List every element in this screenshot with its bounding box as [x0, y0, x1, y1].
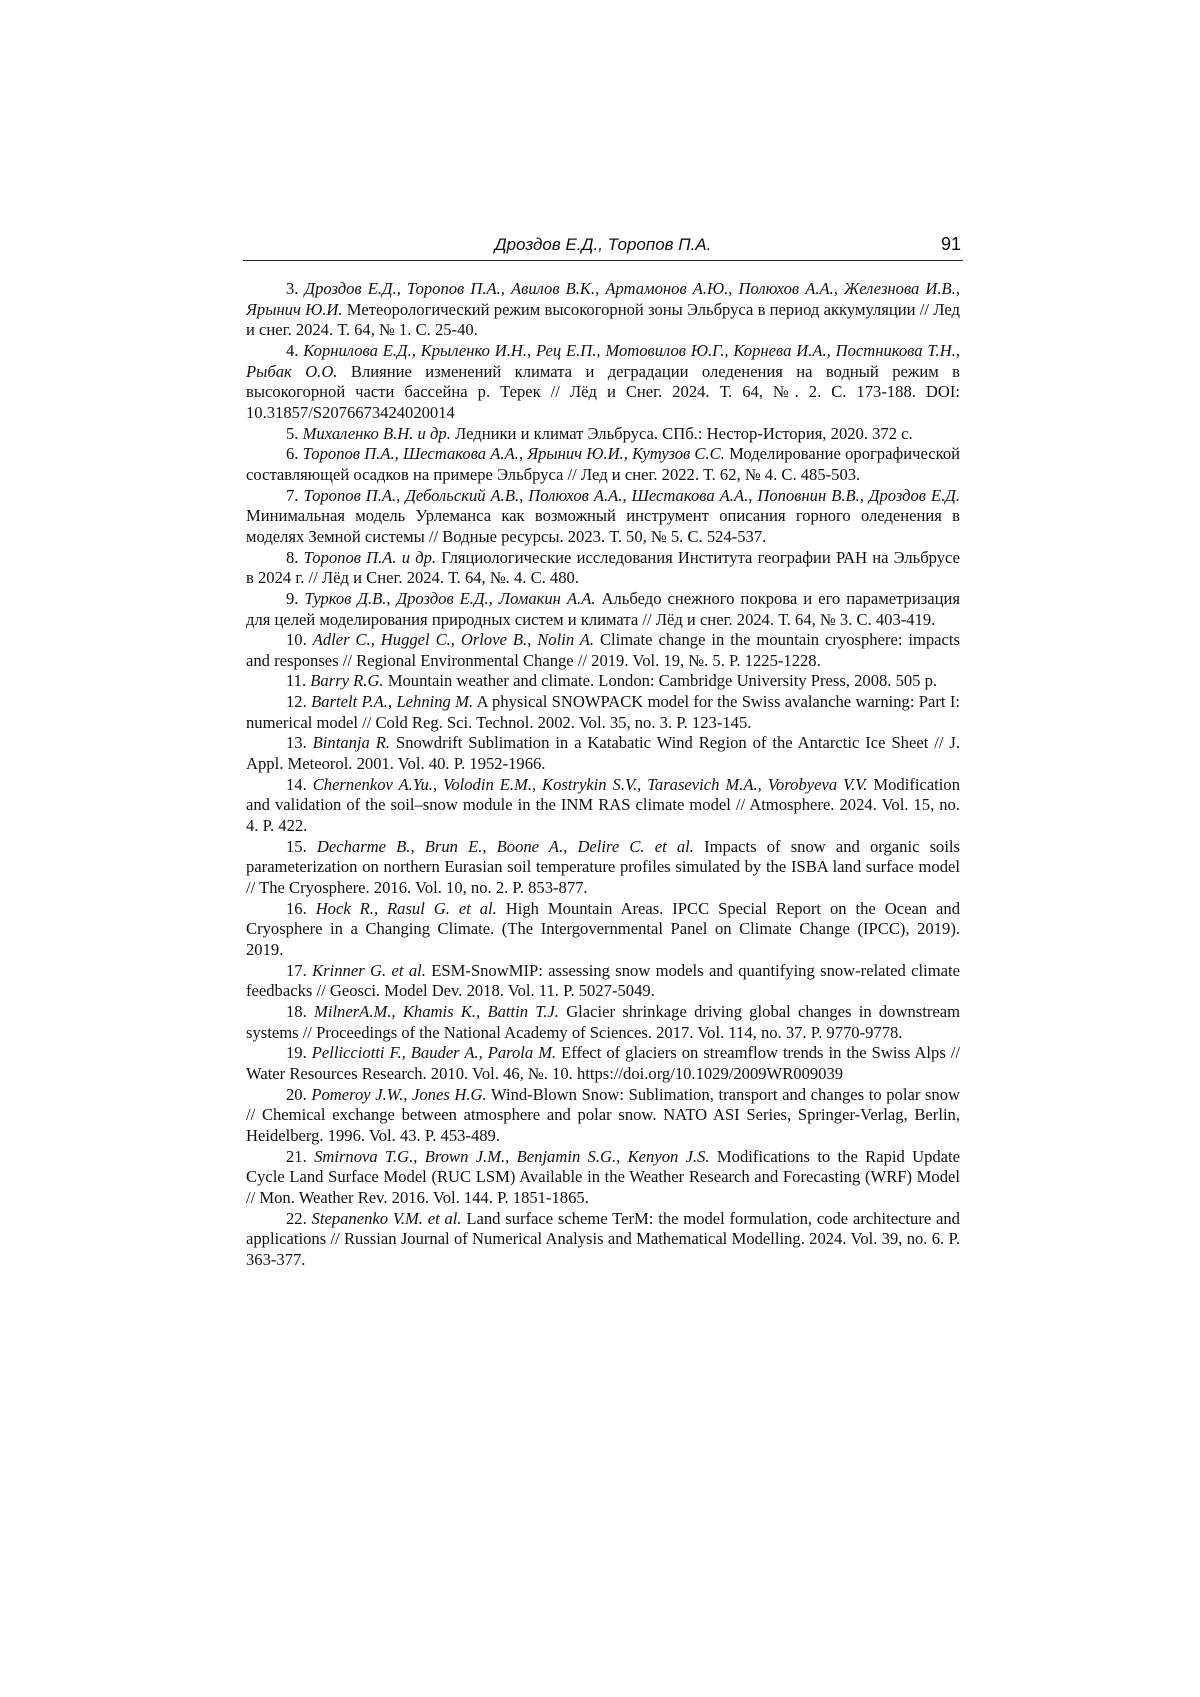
reference-authors: Торопов П.А., Дебольский А.В., Полюхов А.А., Шестакова А.А., Поповнин В.В., Дроздов Е.Д. — [303, 485, 960, 505]
reference-number: 14. — [286, 774, 307, 794]
reference-item — [246, 692, 960, 733]
reference-item — [246, 1043, 960, 1084]
reference-item — [246, 486, 960, 548]
reference-item — [246, 1209, 960, 1271]
reference-text: Mountain weather and climate. London: Cambridge University Press, 2008. 505 p. — [387, 671, 938, 691]
reference-item — [246, 1002, 960, 1043]
reference-number: 13. — [286, 733, 307, 753]
reference-number: 5. — [286, 423, 299, 443]
page-number: 91 — [940, 234, 961, 254]
reference-item — [246, 1085, 960, 1147]
reference-number: 7. — [286, 485, 299, 505]
reference-item — [246, 548, 960, 589]
reference-number: 10. — [286, 630, 307, 650]
reference-item — [246, 1147, 960, 1209]
reference-item — [246, 837, 960, 899]
reference-authors: Турков Д.В., Дроздов Е.Д., Ломакин А.А. — [304, 588, 596, 608]
reference-item — [246, 671, 960, 692]
reference-number: 20. — [286, 1084, 307, 1104]
reference-item — [246, 444, 960, 485]
reference-number: 22. — [286, 1208, 307, 1228]
reference-authors: MilnerA.M., Khamis K., Battin T.J. — [314, 1001, 559, 1021]
reference-authors: Stepanenko V.M. et al. — [311, 1208, 462, 1228]
reference-text: Wind-Blown Snow: Sublimation, transport and changes to polar snow // Chemical exchange between atmosphere and polar snow. NATO ASI Series, Springer-Verlag, Berlin, Heidelberg. 1996. Vol. 43. P. 453-489. — [246, 1084, 960, 1145]
reference-number: 16. — [286, 898, 307, 918]
reference-number: 8. — [286, 547, 299, 567]
reference-item — [246, 424, 960, 445]
reference-authors: Hock R., Rasul G. et al. — [315, 898, 497, 918]
reference-number: 6. — [286, 444, 299, 464]
reference-text: Land surface scheme TerM: the model formulation, code architecture and applications // Russian Journal of Numerical Analysis and Mathematical Modelling. 2024. Vol. 39, no. 6. P. 363-377. — [246, 1208, 960, 1269]
reference-item — [246, 589, 960, 630]
reference-text: Glacier shrinkage driving global changes in downstream systems // Proceedings of the National Academy of Sciences. 2017. Vol. 114, no. 37. P. 9770-9778. — [246, 1001, 960, 1042]
reference-authors: Krinner G. et al. — [312, 960, 426, 980]
reference-authors: Торопов П.А., Шестакова А.А., Ярынич Ю.И., Кутузов С.С. — [302, 444, 725, 464]
reference-text: Modifications to the Rapid Update Cycle Land Surface Model (RUC LSM) Available in the Weather Research and Forecasting (WRF) Model // Mon. Weather Rev. 2016. Vol. 144. P. 1851-1865. — [246, 1146, 961, 1207]
reference-authors: Михаленко В.Н. и др. — [302, 423, 451, 443]
reference-number: 11. — [286, 671, 307, 691]
reference-authors: Торопов П.А. и др. — [303, 547, 437, 567]
reference-authors: Bartelt P.A., Lehning M. — [311, 692, 474, 712]
reference-number: 19. — [286, 1043, 307, 1063]
reference-authors: Pellicciotti F., Bauder A., Parola M. — [311, 1043, 557, 1063]
reference-text: Метеорологический режим высокогорной зоны Эльбруса в период аккумуляции // Лед и снег. 2024. Т. 64, № 1. С. 25-40. — [246, 299, 960, 340]
reference-text: Минимальная модель Урлеманса как возможный инструмент описания горного оледенения в моделях Земной системы // Водные ресурсы. 2023. Т. 50, № 5. С. 524-537. — [246, 506, 960, 546]
reference-list — [246, 279, 960, 1271]
reference-number: 3. — [286, 279, 299, 298]
reference-text: ESM-SnowMIP: assessing snow models and quantifying snow-related climate feedbacks // Geosci. Model Dev. 2018. Vol. 11. P. 5027-5049. — [246, 960, 960, 1001]
reference-text: A physical SNOWPACK model for the Swiss avalanche warning: Part I: numerical model // Cold Reg. Sci. Technol. 2002. Vol. 35, no. 3. P. 123-145. — [246, 692, 960, 732]
reference-item — [246, 733, 960, 774]
reference-authors: Корнилова Е.Д., Крыленко И.Н., Рец Е.П., Мотовилов Ю.Г., Корнева И.А., Постникова Т.Н., Рыбак О.О. — [246, 340, 960, 381]
reference-text: Гляциологические исследования Института географии РАН на Эльбрусе в 2024 г. // Лёд и Снег. 2024. Т. 64, №. 4. С. 480. — [246, 547, 960, 588]
reference-number: 15. — [286, 836, 307, 856]
reference-text: Альбедо снежного покрова и его параметризация для целей моделирования природных систем и климата // Лёд и снег. 2024. Т. 64, № 3. С. 403-419. — [246, 588, 961, 629]
reference-item — [246, 341, 960, 424]
reference-authors: Barry R.G. — [310, 671, 384, 691]
reference-text: Влияние изменений климата и деградации оледенения на водный режим в высокогорной части бассейна р. Терек // Лёд и Снег. 2024. Т. 64, №. 2. С. 173-188. DOI: 10.31857/S2076673424020014 — [246, 361, 960, 422]
reference-authors: Bintanja R. — [312, 733, 391, 753]
reference-number: 17. — [286, 960, 307, 980]
reference-text: Modification and validation of the soil–snow module in the INM RAS climate model // Atmosphere. 2024. Vol. 15, no. 4. P. 422. — [246, 774, 960, 836]
reference-number: 9. — [286, 588, 299, 608]
reference-authors: Decharme B., Brun E., Boone A., Delire C. et al. — [316, 836, 694, 856]
reference-number: 12. — [286, 692, 307, 712]
reference-authors: Chernenkov A.Yu., Volodin E.M., Kostrykin S.V., Tarasevich M.A., Vorobyeva V.V. — [312, 774, 868, 794]
reference-item — [246, 630, 960, 671]
reference-item — [246, 775, 960, 837]
reference-number: 4. — [286, 340, 299, 360]
reference-authors: Pomeroy J.W., Jones H.G. — [311, 1084, 487, 1104]
reference-item — [246, 899, 960, 961]
reference-authors: Adler C., Huggel C., Orlove B., Nolin A. — [312, 630, 595, 650]
reference-item — [246, 279, 960, 341]
reference-text: Effect of glaciers on streamflow trends in the Swiss Alps // Water Resources Research. 2010. Vol. 46, №. 10. https://doi.org/10.1029/2009WR009039 — [246, 1043, 960, 1083]
reference-text: Ледники и климат Эльбруса. СПб.: Нестор-История, 2020. 372 с. — [455, 423, 913, 443]
reference-authors: Smirnova T.G., Brown J.M., Benjamin S.G., Kenyon J.S. — [314, 1146, 710, 1166]
reference-text: Climate change in the mountain cryosphere: impacts and responses // Regional Environmental Change // 2019. Vol. 19, №. 5. P. 1225-1228. — [246, 630, 960, 670]
reference-text: Моделирование орографической составляющей осадков на примере Эльбруса // Лед и снег. 2022. Т. 62, № 4. С. 485-503. — [246, 444, 960, 484]
reference-number: 18. — [286, 1001, 307, 1021]
reference-number: 21. — [286, 1146, 307, 1166]
reference-item — [246, 961, 960, 1002]
running-header — [243, 232, 963, 261]
reference-text: Impacts of snow and organic soils parameterization on northern Eurasian soil temperature profiles simulated by the ISBA land surface model // The Cryosphere. 2016. Vol. 10, no. 2. P. 853-877. — [246, 836, 961, 898]
reference-text: Snowdrift Sublimation in a Katabatic Wind Region of the Antarctic Ice Sheet // J. Appl. Meteorol. 2001. Vol. 40. P. 1952-1966. — [246, 733, 960, 774]
reference-authors: Дроздов Е.Д., Торопов П.А., Авилов В.К., Артамонов А.Ю., Полюхов А.А., Железнова И.В., Ярынич Ю.И. — [246, 279, 960, 319]
reference-text: High Mountain Areas. IPCC Special Report on the Ocean and Cryosphere in a Changing Climate. (The Intergovernmental Panel on Climate Change (IPCC), 2019). 2019. — [246, 898, 961, 959]
header-authors: Дроздов Е.Д., Торопов П.А. — [494, 235, 712, 254]
